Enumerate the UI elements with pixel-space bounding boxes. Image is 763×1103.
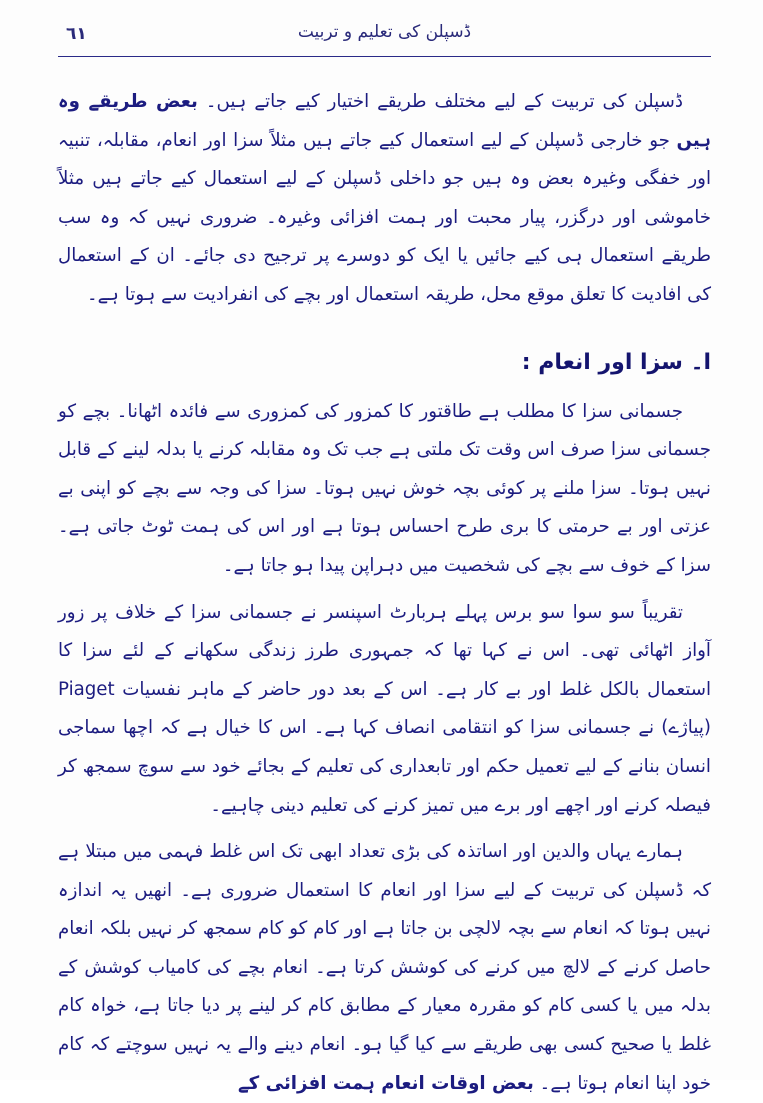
page-body [58,83,711,1103]
paragraph-reward-bold-tail: بعض اوقات انعام ہمت افزائی کے [238,1072,534,1094]
paragraph-intro [58,83,711,315]
paragraph-physical-punishment: جسمانی سزا کا مطلب ہے طاقتور کا کمزور کی کمزوری سے فائدہ اٹھانا۔ بچے کو جسمانی سزا صرف اس وقت تک ملتی ہے جب تک وہ مقابلہ کرنے یا بدلہ لینے کے قابل نہیں ہوتا۔ سزا ملنے پر کوئی بچہ خوش نہیں ہوتا۔ سزا کی وجہ سے بچے کو اپنی بے عزتی اور بے حرمتی کا بری طرح احساس ہوتا ہے اور اس کی ہمت ٹوٹ جاتی ہے۔ سزا کے خوف سے بچے کی شخصیت میں دہراپن پیدا ہو جاتا ہے۔ [58,400,711,576]
paragraph-spencer-piaget [58,594,711,826]
paragraph-spencer-text: تقریباً سو سوا سو برس پہلے ہربارٹ اسپنسر نے جسمانی سزا کے خلاف پر زور آواز اٹھائی تھی۔ اس نے کہا تھا کہ جمہوری طرز زندگی سکھانے کے لئے سزا کا استعمال بالکل غلط اور بے کار ہے۔ اس کے بعد دور حاضر کے ماہر نفسیات [58,601,711,700]
section-heading: ا۔ سزا اور انعام : [521,349,711,375]
piaget-latin-name: Piaget [58,678,115,700]
running-head: ڈسپلن کی تعلیم و تربیت [297,22,472,42]
paragraph-intro-lead: ڈسپلن کی تربیت کے لیے مختلف طریقے اختیار کیے جاتے ہیں۔ [205,91,683,112]
paragraph-piaget-text: (پیاژے) نے جسمانی سزا کو انتقامی انصاف کہا ہے۔ اس کا خیال ہے کہ اچھا سماجی انسان بنانے کے لیے تعمیل حکم اور تابعداری کی تعلیم کے بجائے خود سے سوچ سمجھ کر فیصلہ کرنے اور اچھے اور برے میں تمیز کرنے کی تعلیم دینی چاہیے۔ [58,717,711,816]
paragraph-reward-text: ہمارے یہاں والدین اور اساتذہ کی بڑی تعداد ابھی تک اس غلط فہمی میں مبتلا ہے کہ ڈسپلن کی تربیت کے لیے سزا اور انعام کا استعمال ضروری ہے۔ انھیں یہ اندازہ نہیں ہوتا کہ انعام سے بچہ لالچی بن جاتا ہے اور کام کو کام سمجھ کر نہیں بلکہ انعام حاصل کرنے کے لالچ میں کرنے کی کوشش کرتا ہے۔ انعام بچے کی کامیاب کوشش کے بدلہ میں یا کسی کام کو مقررہ معیار کے مطابق کام کر لینے پر دیا جاتا ہے، خواہ کام غلط یا صحیح کسی بھی طریقے سے کیا گیا ہو۔ انعام دینے والے یہ نہیں سوچتے کہ کام خود اپنا انعام ہوتا ہے۔ [58,841,711,1094]
paragraph-intro-bold: بعض طریقے وہ ہیں [58,91,711,151]
paragraph-reward [58,833,711,1103]
page-header [58,16,711,57]
paragraph-intro-rest: جو خارجی ڈسپلن کے لیے استعمال کیے جاتے ہیں مثلاً سزا اور انعام، مقابلہ، تنبیہ اور خفگی وغیرہ بعض وہ ہیں جو داخلی ڈسپلن کے لیے استعمال کیے جاتے ہیں مثلاً خاموشی اور درگزر، پیار محبت اور ہمت افزائی وغیرہ۔ ضروری نہیں کہ وہ سب طریقے استعمال ہی کیے جائیں یا ایک کو دوسرے پر ترجیح دی جائے۔ ان کے استعمال کی افادیت کا تعلق موقع محل، طریقہ استعمال اور بچے کی انفرادیت سے ہوتا ہے۔ [58,129,711,305]
page-number: ٦١ [66,24,87,44]
